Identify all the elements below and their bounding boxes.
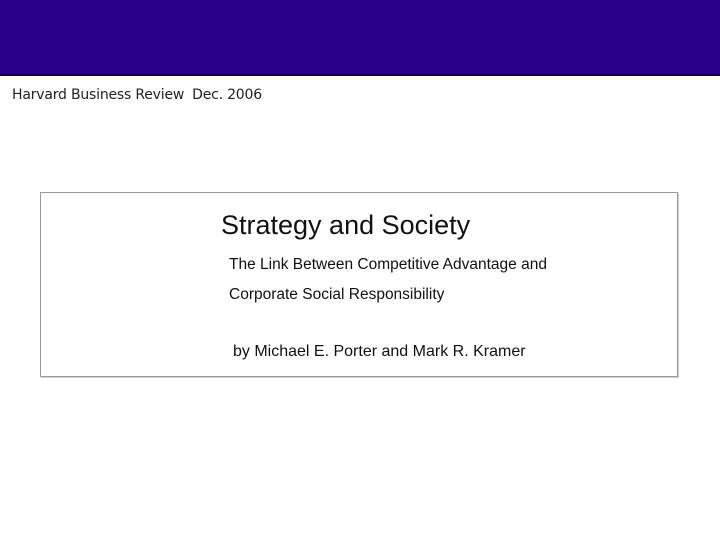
source-line (12, 87, 262, 103)
article-title: Strategy and Society (221, 210, 471, 240)
header-band (0, 0, 720, 76)
title-box (40, 192, 678, 377)
publication-name: Harvard Business Review (12, 87, 185, 103)
article-subtitle-line1: The Link Between Competitive Advantage and (229, 256, 547, 273)
publication-date: Dec. 2006 (192, 87, 262, 103)
article-subtitle-line2: Corporate Social Responsibility (229, 286, 445, 303)
article-byline: by Michael E. Porter and Mark R. Kramer (233, 343, 526, 360)
